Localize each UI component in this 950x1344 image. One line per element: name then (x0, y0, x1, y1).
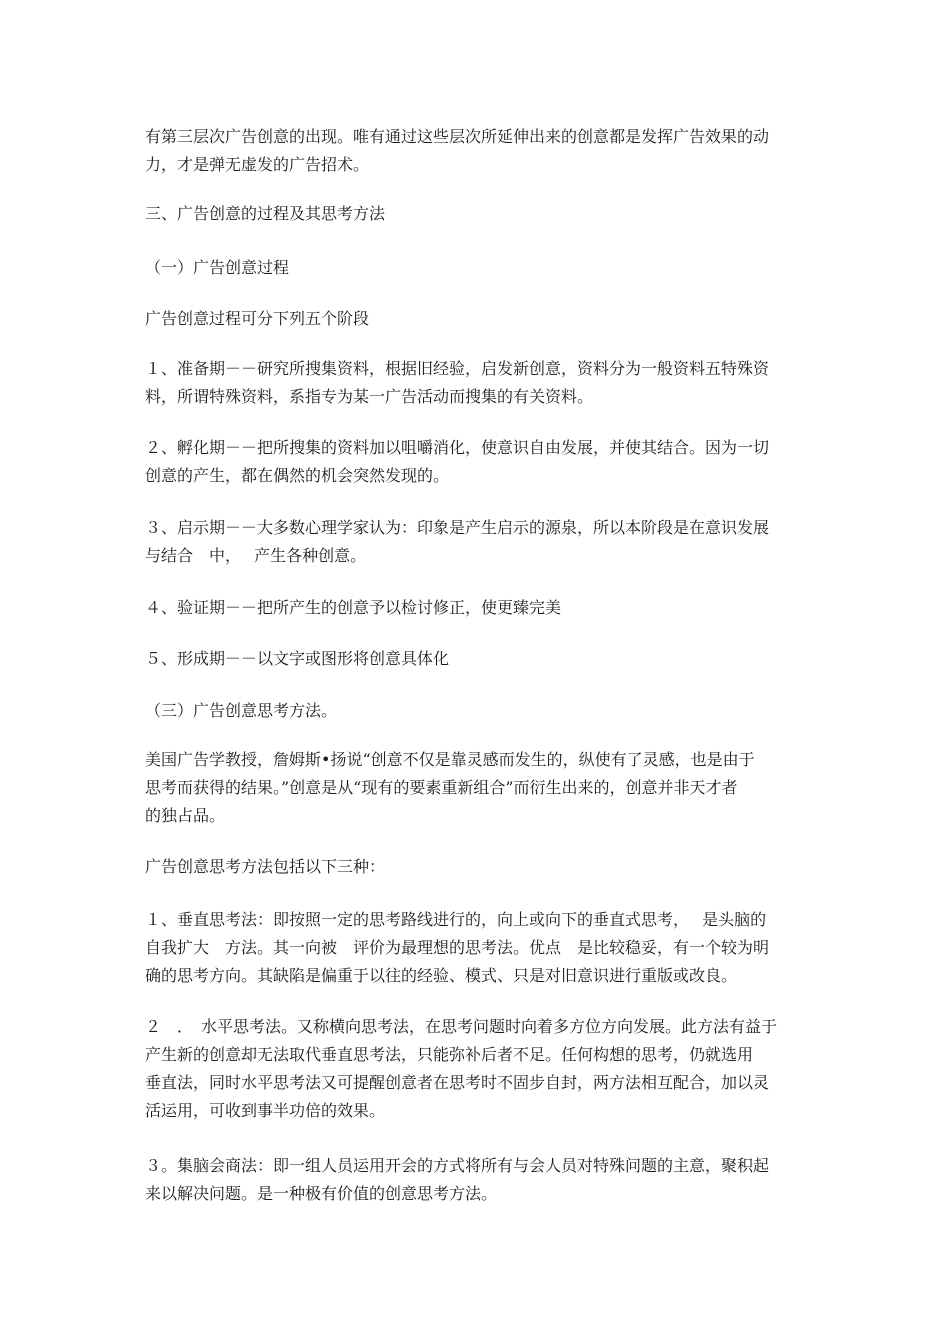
text-line: 广告创意过程可分下列五个阶段 (145, 309, 370, 328)
list-item-method-1 (145, 906, 810, 990)
text-line: ３。集脑会商法：即一组人员运用开会的方式将所有与会人员对特殊问题的主意，聚积起 (145, 1156, 770, 1175)
text-line: 来以解决问题。是一种极有价值的创意思考方法。 (145, 1184, 498, 1203)
text-line: 力，才是弹无虚发的广告招术。 (145, 155, 370, 174)
text-line: 活运用，可收到事半功倍的效果。 (145, 1101, 386, 1120)
text-line: 广告创意思考方法包括以下三种： (145, 857, 386, 876)
subsection-heading (145, 254, 810, 282)
text-line: 三、广告创意的过程及其思考方法 (145, 204, 386, 223)
list-item-stage-5 (145, 645, 810, 673)
list-item-stage-2 (145, 434, 810, 490)
subsection-heading-methods (145, 697, 810, 725)
text-line: 的独占品。 (145, 806, 226, 825)
list-item-stage-1 (145, 355, 810, 411)
text-line: （三）广告创意思考方法。 (145, 701, 338, 720)
text-line: （一）广告创意过程 (145, 258, 290, 277)
text-line: 确的思考方向。其缺陷是偏重于以往的经验、模式、只是对旧意识进行重版或改良。 (145, 966, 738, 985)
text-line: １、垂直思考法：即按照一定的思考路线进行的，向上或向下的垂直式思考， 是头脑的 (145, 910, 767, 929)
text-line: １、准备期－－研究所搜集资料，根据旧经验，启发新创意，资料分为一般资料五特殊资 (145, 359, 770, 378)
paragraph-intro-continuation (145, 123, 810, 179)
text-line: ３、启示期－－大多数心理学家认为：印象是产生启示的源泉，所以本阶段是在意识发展 (145, 518, 770, 537)
paragraph-stages-intro (145, 305, 810, 333)
text-line: 自我扩大 方法。其一向被 评价为最理想的思考法。优点 是比较稳妥，有一个较为明 (145, 938, 770, 957)
text-line: ２ ． 水平思考法。又称横向思考法，在思考问题时向着多方位方向发展。此方法有益于 (145, 1017, 778, 1036)
list-item-method-3 (145, 1152, 810, 1208)
text-line: ４、验证期－－把所产生的创意予以检讨修正，使更臻完美 (145, 598, 562, 617)
text-line: 创意的产生，都在偶然的机会突然发现的。 (145, 466, 450, 485)
list-item-stage-3 (145, 514, 810, 570)
text-line: 美国广告学教授，詹姆斯•扬说“创意不仅是靠灵感而发生的，纵使有了灵感，也是由于 (145, 750, 755, 769)
text-line: 有第三层次广告创意的出现。唯有通过这些层次所延伸出来的创意都是发挥广告效果的动 (145, 127, 770, 146)
section-heading (145, 200, 810, 228)
list-item-stage-4 (145, 594, 810, 622)
text-line: ２、孵化期－－把所搜集的资料加以咀嚼消化，使意识自由发展，并使其结合。因为一切 (145, 438, 770, 457)
text-line: 垂直法，同时水平思考法又可提醒创意者在思考时不固步自封，两方法相互配合，加以灵 (145, 1073, 770, 1092)
list-item-method-2 (145, 1013, 810, 1125)
text-line: 与结合 中， 产生各种创意。 (145, 546, 367, 565)
text-line: 料，所谓特殊资料，系指专为某一广告活动而搜集的有关资料。 (145, 387, 594, 406)
paragraph-methods-intro (145, 853, 810, 881)
paragraph-quote (145, 746, 810, 830)
text-line: ５、形成期－－以文字或图形将创意具体化 (145, 649, 450, 668)
text-line: 思考而获得的结果。”创意是从“现有的要素重新组合”而衍生出来的，创意并非天才者 (145, 778, 738, 797)
text-line: 产生新的创意却无法取代垂直思考法，只能弥补后者不足。任何构想的思考，仍就选用 (145, 1045, 754, 1064)
